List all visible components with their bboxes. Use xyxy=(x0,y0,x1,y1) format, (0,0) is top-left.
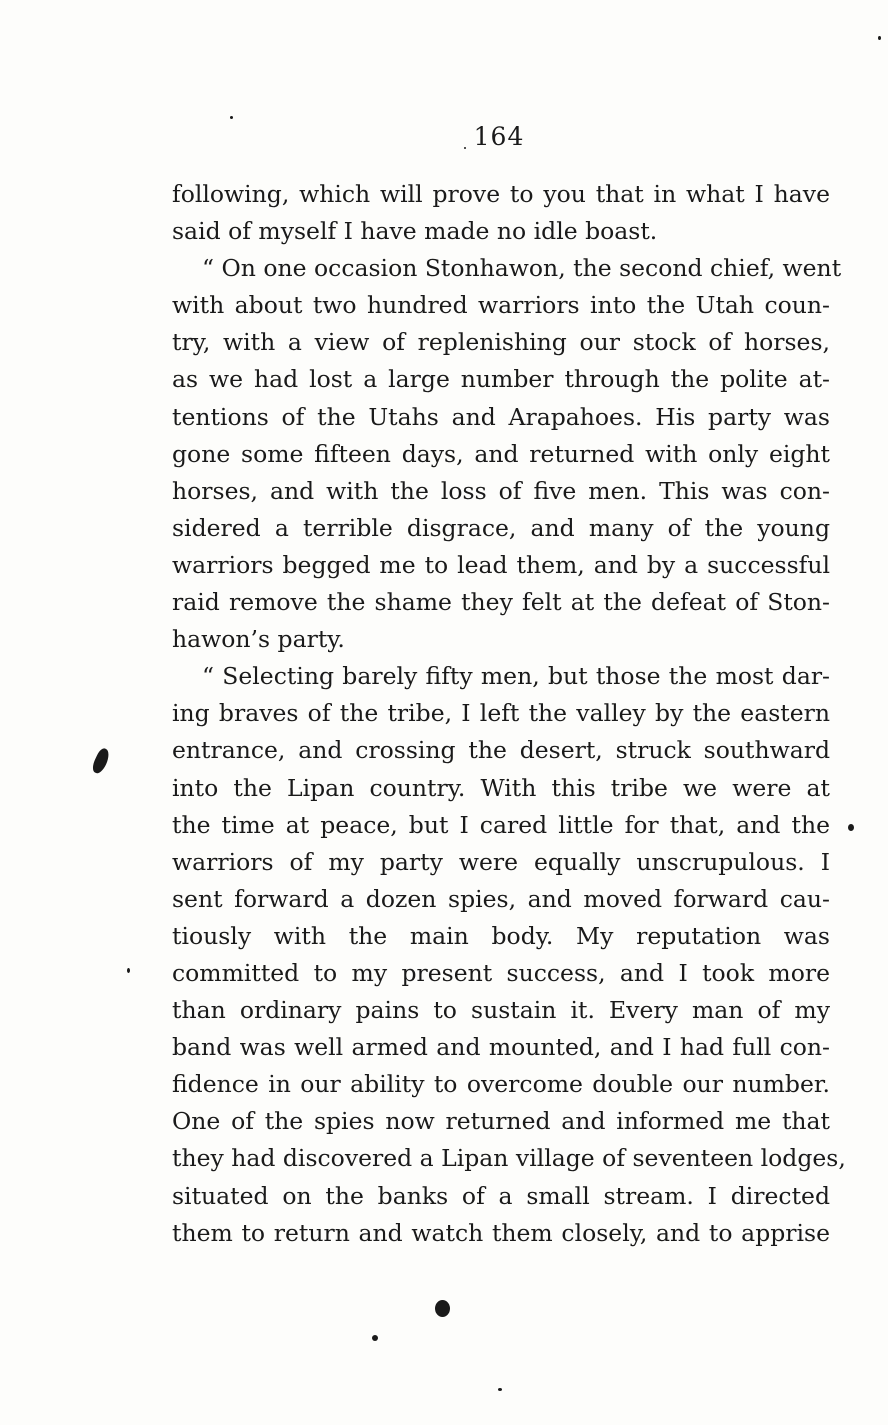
ink-speck xyxy=(90,747,112,776)
text-line: One of the spies now returned and informed me that xyxy=(172,1107,830,1136)
body-text xyxy=(172,176,846,1252)
text-line: try, with a view of replenishing our stock of horses, xyxy=(172,328,830,357)
text-line: tentions of the Utahs and Arapahoes. His party was xyxy=(172,402,830,431)
text-line: into the Lipan country. With this tribe we were at xyxy=(172,773,830,802)
text-line: following, which will prove to you that in what I have xyxy=(172,180,830,208)
text-line: them to return and watch them closely, and to apprise xyxy=(172,1218,830,1247)
text-line: entrance, and crossing the desert, struck southward xyxy=(172,736,830,765)
text-line: as we had lost a large number through the polite at- xyxy=(172,365,830,394)
ink-speck xyxy=(230,116,233,119)
ink-speck xyxy=(464,147,466,149)
text-line: with about two hundred warriors into the Utah coun- xyxy=(172,291,830,320)
ink-speck xyxy=(848,824,854,831)
text-line: warriors of my party were equally unscrupulous. I xyxy=(172,847,830,876)
ink-speck xyxy=(878,36,881,40)
text-line: tiously with the main body. My reputation was xyxy=(172,921,830,950)
text-line: horses, and with the loss of five men. This was con- xyxy=(172,476,830,505)
text-line: “ Selecting barely fifty men, but those the most dar- xyxy=(202,662,830,691)
text-line: than ordinary pains to sustain it. Every man of my xyxy=(172,996,830,1025)
text-line: raid remove the shame they felt at the defeat of Ston- xyxy=(172,588,830,617)
text-line: gone some fifteen days, and returned with only eight xyxy=(172,439,830,468)
text-line: situated on the banks of a small stream. I directed xyxy=(172,1181,830,1210)
text-line: “ On one occasion Stonhawon, the second chief, went xyxy=(202,254,842,283)
text-line: the time at peace, but I cared little for that, and the xyxy=(172,810,830,839)
text-line: fidence in our ability to overcome double our number. xyxy=(172,1070,830,1099)
text-line: sidered a terrible disgrace, and many of the young xyxy=(172,513,830,542)
ink-speck xyxy=(127,968,130,973)
text-line: sent forward a dozen spies, and moved forward cau- xyxy=(172,884,830,913)
ink-speck xyxy=(498,1388,502,1391)
text-line: said of myself I have made no idle boast. xyxy=(172,217,658,246)
ink-speck xyxy=(435,1300,450,1317)
text-line: committed to my present success, and I took more xyxy=(172,958,830,987)
text-line: band was well armed and mounted, and I had full con- xyxy=(172,1033,830,1062)
page-number: 164 xyxy=(473,122,525,151)
text-line: hawon’s party. xyxy=(172,625,345,654)
text-line: warriors begged me to lead them, and by a successful xyxy=(172,550,830,579)
text-line: they had discovered a Lipan village of seventeen lodges, xyxy=(172,1144,846,1173)
text-line: ing braves of the tribe, I left the valley by the eastern xyxy=(172,699,830,728)
ink-speck xyxy=(372,1335,378,1341)
